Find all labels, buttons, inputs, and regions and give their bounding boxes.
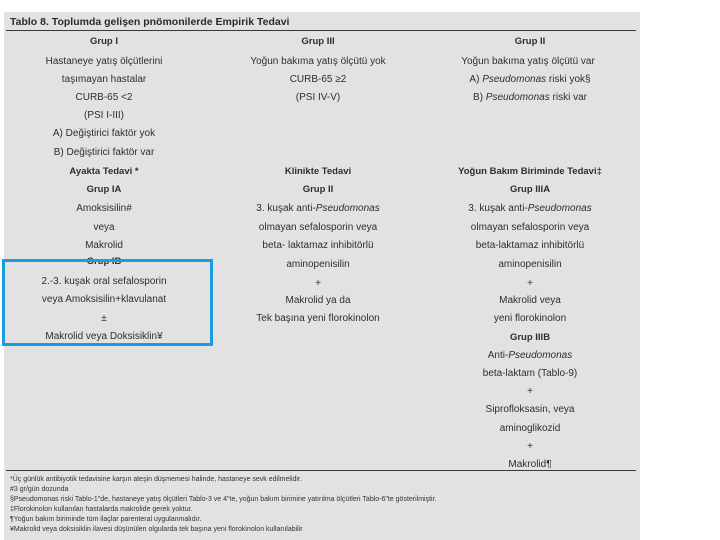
col3-iiib-line: Makrolid¶ bbox=[508, 459, 552, 470]
group-i-header: Grup I bbox=[90, 36, 118, 47]
col2-line: CURB-65 ≥2 bbox=[289, 74, 347, 85]
col3-risk-b-line: B) Pseudomonas riski var bbox=[473, 92, 587, 103]
col3-iiib-line: beta-laktam (Tablo-9) bbox=[482, 368, 578, 379]
footnote: ¶Yoğun bakım biriminde tüm ilaçlar parenteral uygulanmalıdır. bbox=[10, 516, 202, 523]
col1-line: CURB-65 <2 bbox=[75, 92, 133, 103]
ayakta-tedavi-header: Ayakta Tedavi * bbox=[69, 166, 139, 177]
col3-line: aminopenisilin bbox=[498, 259, 562, 270]
col3-iiib-line: Siprofloksasin, veya bbox=[485, 404, 575, 415]
col1-line: A) Değiştirici faktör yok bbox=[52, 128, 156, 139]
footnote: *Üç günlük antibiyotik tedavisine karşın ateşin düşmemesi halinde, hastaneye sevk edilmelidir. bbox=[10, 476, 302, 483]
group-iii-header: Grup III bbox=[301, 36, 335, 47]
col2-line: + bbox=[315, 278, 321, 289]
group-iiib-header: Grup IIIB bbox=[509, 332, 551, 343]
col3-iiib-line: aminoglikozid bbox=[499, 423, 561, 434]
klinikte-tedavi-header: Klinikte Tedavi bbox=[284, 166, 352, 177]
bottom-rule bbox=[6, 470, 636, 471]
col3-line: + bbox=[527, 278, 533, 289]
col2-line: aminopenisilin bbox=[286, 259, 350, 270]
col3-line: Makrolid veya bbox=[499, 295, 561, 306]
group-iiia-header: Grup IIIA bbox=[509, 184, 551, 195]
col1-ia-line: veya bbox=[93, 222, 115, 233]
top-rule bbox=[6, 30, 636, 31]
col2-line: Tek başına yeni florokinolon bbox=[256, 313, 380, 324]
group-ib-header: Grup IB bbox=[86, 256, 122, 267]
col3-iiib-line: + bbox=[527, 441, 533, 452]
col1-line: Hastaneye yatış ölçütlerini bbox=[45, 56, 163, 67]
highlight-box bbox=[2, 259, 213, 346]
col3-anti-pseudomonas-b-line: Anti-Pseudomonas bbox=[487, 350, 573, 361]
col2-anti-pseudomonas-line: 3. kuşak anti-Pseudomonas bbox=[256, 203, 380, 214]
col2-line: (PSI IV-V) bbox=[295, 92, 341, 103]
col1-ia-line: Makrolid bbox=[85, 240, 123, 251]
col2-line: beta- laktamaz inhibitörlü bbox=[262, 240, 374, 251]
col3-line: beta-laktamaz inhibitörlü bbox=[475, 240, 585, 251]
footnote: §Pseudomonas riski Tablo-1"de, hastaneye yatış ölçütleri Tablo-3 ve 4"te, yoğun bakım birimine yatırılma ölçütleri Tablo-6"te gösterilmiştir. bbox=[10, 496, 437, 503]
table-title: Tablo 8. Toplumda gelişen pnömonilerde Empirik Tedavi bbox=[10, 16, 290, 28]
col1-ia-line: Amoksisilin# bbox=[76, 203, 132, 214]
col3-line: Yoğun bakıma yatış ölçütü var bbox=[461, 56, 595, 67]
footnote: ‡Florokinolon kullanılan hastalarda makrolide gerek yoktur. bbox=[10, 506, 193, 513]
col1-ib-line: ± bbox=[101, 313, 107, 324]
col3-risk-a-line: A) Pseudomonas riski yok§ bbox=[469, 74, 591, 85]
col1-ib-line: veya Amoksisilin+klavulanat bbox=[41, 294, 167, 305]
col1-ib-line: 2.-3. kuşak oral sefalosporin bbox=[41, 276, 167, 287]
col3-line: yeni florokinolon bbox=[493, 313, 567, 324]
group-ia-header: Grup IA bbox=[86, 184, 122, 195]
col3-iiib-line: + bbox=[527, 386, 533, 397]
col1-line: taşımayan hastalar bbox=[61, 74, 147, 85]
col1-ib-line: Makrolid veya Doksisiklin¥ bbox=[45, 331, 163, 342]
col2-line: Makrolid ya da bbox=[285, 295, 351, 306]
col1-line: (PSI I-III) bbox=[84, 110, 124, 121]
col3-anti-pseudomonas-line: 3. kuşak anti-Pseudomonas bbox=[468, 203, 592, 214]
yogun-bakim-tedavi-header: Yoğun Bakım Biriminde Tedavi‡ bbox=[458, 166, 602, 177]
col2-line: olmayan sefalosporin veya bbox=[258, 222, 378, 233]
group-ii-subheader: Grup II bbox=[302, 184, 334, 195]
footnote: ¥Makrolid veya doksisiklin ilavesi düşünülen olgularda tek başına yeni florokinolon kullanılabilir bbox=[10, 526, 303, 533]
col3-line: olmayan sefalosporin veya bbox=[470, 222, 590, 233]
col1-line: B) Değiştirici faktör var bbox=[53, 147, 155, 158]
group-ii-header: Grup II bbox=[514, 36, 546, 47]
footnote: #3 gr/gün dozunda bbox=[10, 486, 69, 493]
col2-line: Yoğun bakıma yatış ölçütü yok bbox=[250, 56, 386, 67]
